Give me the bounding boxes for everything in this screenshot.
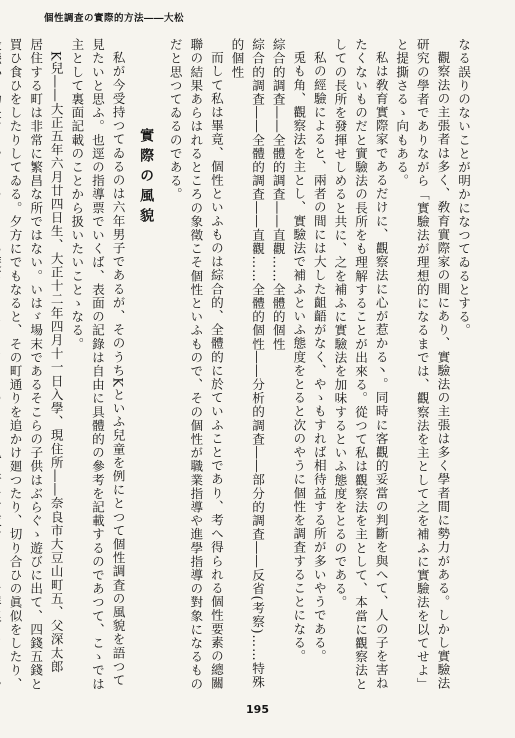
paragraph: K兒――大正五年六月廿四日生、大正十二年四月十一日入學、現住所――奈良市大豆山町五、父深太郎 <box>48 50 64 673</box>
scheme-line: 綜合的調査――全體的調査――直觀……全體的個性――分析的調査――部分的調査――反省(考察)……特殊的個性 <box>229 38 266 689</box>
running-header: 個性調査の實際的方法――大松 <box>44 13 185 24</box>
scheme-line: 綜合的調査――全體的調査――直觀……全體的個性 <box>270 38 286 351</box>
vertical-text-body <box>7 38 473 698</box>
paragraph: 兎も角、觀察法を主とし、實驗法で補ふといふ態度をとると次のやうに個性を調査することになる。 <box>291 50 307 663</box>
paragraph: 私が今受持つてゐるのは六年男子であるが、そのうちKといふ兒童を例にとつて個性調査の風貌を語つて見たいと思ふ。也逕の指導票でいくば、表面の記錄は自由に具體的の參考を記載するのであつて、こゝでは主として裏面記載のことから扱いたいことゝなる。 <box>69 38 126 691</box>
paragraph-continuation: なる誤りのないことが明かになつてゐるとする。 <box>456 38 471 338</box>
section-heading: 實際の風貌 <box>138 128 155 228</box>
paragraph: 私は敎育實際家であるだけに、觀察法に心が惹かる丶。同時に客觀的妥當の判斷を與へて、人の子を害ねたくないものだと實驗法の長所をも理解することが出來る。從つて私は觀察法を主として、本當に觀察法としての長所を發揮せしめると共に、之を補ふに實驗法を加味するといふ態度をとるのである。 <box>332 38 389 691</box>
paragraph: 居住する町は非常に繁昌な所ではない。いはゞ場末であるそこらの子供はぶらぐゝ遊びに出て、四錢五錢と買ひ食ひをしたりしてゐる。夕方にでもなると、その町通りを追かけ廻つたり、切り合ひの眞似をしたり、 <box>7 38 44 691</box>
paragraph: 私の經驗によると、兩者の間には大した齟齬がなく、やゝもすれば相待益する所が多いやうである。 <box>311 50 327 663</box>
page-number: 195 <box>246 703 269 716</box>
paragraph: 觀察法の主張者は多く、敎育實際家の間にあり、實驗法の主張は多く學者間に勢力がある。しかし實驗法研究の學者でありながら「實驗法が理想的になるまでは、觀察法を主として之を補ふに實驗法を以てせよ」と提撕さるゝ向もある。 <box>394 38 451 691</box>
paragraph: 而して私は畢竟、個性といふものは綜合的、全體的に於ていふことであり、考へ得られる個性要素の總關聯の結果あらはれるところの象徵こそ個性といふもので、その個性が職業指導や進學指導の對象になるものだと思つてゐるのである。 <box>167 38 224 691</box>
